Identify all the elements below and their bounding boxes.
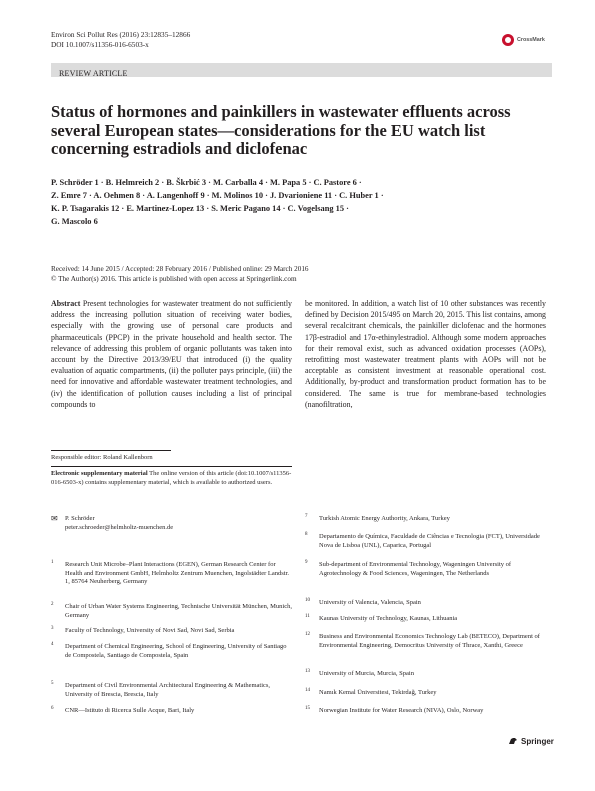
affiliation-item [305, 707, 546, 716]
affiliation-text: Faculty of Technology, University of Novi Sad, Novi Sad, Serbia [65, 627, 235, 634]
affiliation-item [51, 560, 292, 586]
abstract-left-column [51, 298, 292, 410]
affiliation-text: Department of Civil Environmental Architectural Engineering & Mathematics, University of Brescia, Brescia, Italy [65, 682, 271, 698]
abstract-right-column: be monitored. In addition, a watch list of 10 other substances was recently defined by Decision 2015/495 on March 20, 2015. This list contains, among several recalcitrant chemicals, the painkiller diclofenac and the hormones 17β-estradiol and 17α-ethinylestradiol. Although some modern approaches for their removal exist, such as advanced oxidation processes (AOPs), retrofitting most wastewater treatment plants with AOPs will not be acceptable as consistent investment at reasonable operational cost. Additionally, by-product and transformation product formation has to be considered. The same is true for membrane-based technologies (nanofiltration, [305, 299, 546, 409]
publisher-logo [508, 736, 554, 746]
journal-citation: Environ Sci Pollut Res (2016) 23:12835–12866 [51, 30, 191, 39]
contact-name: P. Schröder [65, 515, 95, 522]
affiliation-text: Kaunas University of Technology, Kaunas, Lithuania [319, 615, 458, 622]
article-type-bar [51, 63, 552, 77]
contact-email[interactable]: peter.schroeder@helmholtz-muenchen.de [65, 523, 174, 531]
affiliation-text: Research Unit Microbe–Plant Interactions (EGEN), German Research Center for Health and Environment GmbH, Helmholtz Zentrum Muenchen, Ingolstädter Landstr. 1, 85764 Neuherberg, Germany [65, 561, 290, 586]
springer-horse-icon [508, 736, 518, 746]
affiliation-text: CNR—Istituto di Ricerca Sulle Acque, Bari, Italy [65, 707, 195, 714]
crossmark-badge[interactable] [502, 32, 546, 48]
author-line: G. Mascolo 6 [51, 217, 98, 226]
affiliation-text: Namık Kemal Üniversitesi, Tekirdağ, Turkey [319, 689, 437, 696]
affiliation-number: 6 [51, 706, 54, 711]
affiliation-text: Norwegian Institute for Water Research (NIVA), Oslo, Norway [319, 707, 484, 714]
affiliation-item [51, 681, 292, 698]
affiliation-item [305, 560, 546, 577]
affiliation-text: Turkish Atomic Energy Authority, Ankara, Turkey [319, 515, 450, 522]
affiliation-number: 8 [305, 532, 308, 537]
affiliation-number: 3 [51, 626, 54, 631]
affiliation-number: 2 [51, 602, 54, 607]
affiliation-number: 4 [51, 642, 54, 647]
affiliation-item [305, 532, 546, 549]
affiliation-item [305, 599, 546, 608]
affiliation-text: Business and Environmental Economics Technology Lab (BETECO), Department of Environmental Engineering, Democritus University of Thrace, Xanthi, Greece [319, 633, 540, 649]
author-list [51, 176, 551, 228]
author-line: Z. Emre 7 · A. Oehmen 8 · A. Langenhoff 9 · M. Molinos 10 · J. Dvarioniene 11 · C. Huber 1 · [51, 191, 384, 200]
author-line: P. Schröder 1 · B. Helmreich 2 · B. Škrbić 3 · M. Carballa 4 · M. Papa 5 · C. Pastore 6 · [51, 178, 362, 187]
publication-dates [51, 265, 551, 284]
affiliation-text: Departamento de Química, Faculdade de Ciências e Tecnologia (FCT), Universidade Nova de Lisboa (UNL), Caparica, Portugal [319, 533, 540, 549]
crossmark-icon [502, 34, 514, 46]
affiliation-item [305, 615, 546, 624]
affiliation-item [51, 642, 292, 659]
affiliation-item [51, 627, 292, 636]
affiliation-item [305, 632, 546, 649]
footnote-divider [51, 466, 292, 467]
envelope-icon: ✉ [51, 514, 58, 523]
affiliation-number: 15 [305, 706, 310, 711]
affiliation-item [305, 689, 546, 698]
affiliation-number: 7 [305, 514, 308, 519]
affiliation-text: University of Valencia, Valencia, Spain [319, 599, 421, 606]
affiliation-item [305, 670, 546, 679]
esm-text: The online version of this article (doi:10.1007/s11356-016-6503-x) contains supplementary material, which is available to authorized users. [51, 470, 292, 486]
affiliation-item [51, 602, 292, 619]
affiliation-number: 10 [305, 598, 310, 603]
affiliation-number: 13 [305, 669, 310, 674]
affiliation-text: Department of Chemical Engineering, School of Engineering, University of Santiago de Compostela, Santiago de Compostela, Spain [65, 643, 287, 659]
publisher-name: Springer [521, 736, 554, 746]
affiliation-number: 9 [305, 560, 308, 565]
corresponding-author [51, 515, 292, 532]
affiliation-number: 1 [51, 560, 54, 565]
article-type: REVIEW ARTICLE [59, 69, 128, 78]
affiliation-item [51, 707, 292, 716]
affiliation-number: 11 [305, 614, 310, 619]
affiliation-text: Chair of Urban Water Systems Engineering, Technische Universität München, Munich, Germany [65, 603, 292, 619]
affiliation-number: 5 [51, 681, 54, 686]
affiliation-number: 14 [305, 688, 310, 693]
esm-note [51, 470, 292, 487]
affiliation-item [305, 515, 546, 524]
esm-heading: Electronic supplementary material [51, 470, 148, 477]
crossmark-label: CrossMark [517, 37, 545, 43]
abstract-text-left: Present technologies for wastewater treatment do not sufficiently address the increasing pollution situation of receiving water bodies, especially with the growing use of personal care products and pharmaceuticals (PPCP) in the private household and health sector. The relevance of addressing this problem of organic pollutants was taken into account by the Directive 2013/39/EU that introduced (i) the quality evaluation of aquatic compartments, (ii) the polluter pays principle, (iii) the need for innovative and affordable wastewater treatment technologies, and (iv) the identification of pollution causes including a list of principal compounds to [51, 299, 292, 409]
author-line: K. P. Tsagarakis 12 · E. Martinez-Lopez 13 · S. Meric Pagano 14 · C. Vogelsang 15 · [51, 204, 349, 213]
responsible-editor: Responsible editor: Roland Kallenborn [51, 454, 153, 461]
affiliation-text: University of Murcia, Murcia, Spain [319, 670, 414, 677]
doi-line: DOI 10.1007/s11356-016-6503-x [51, 40, 149, 49]
history-dates: Received: 14 June 2015 / Accepted: 28 February 2016 / Published online: 29 March 2016 [51, 265, 309, 273]
footnote-rule [51, 450, 171, 451]
article-title: Status of hormones and painkillers in wastewater effluents across several European states—considerations for the EU watch list concerning estradiols and diclofenac [51, 102, 511, 158]
abstract-heading: Abstract [51, 299, 81, 308]
copyright-line: © The Author(s) 2016. This article is published with open access at Springerlink.com [51, 274, 297, 283]
affiliation-number: 12 [305, 632, 310, 637]
affiliation-text: Sub-department of Environmental Technology, Wageningen University of Agrotechnology & Food Sciences, Wageningen, The Netherlands [319, 561, 512, 577]
